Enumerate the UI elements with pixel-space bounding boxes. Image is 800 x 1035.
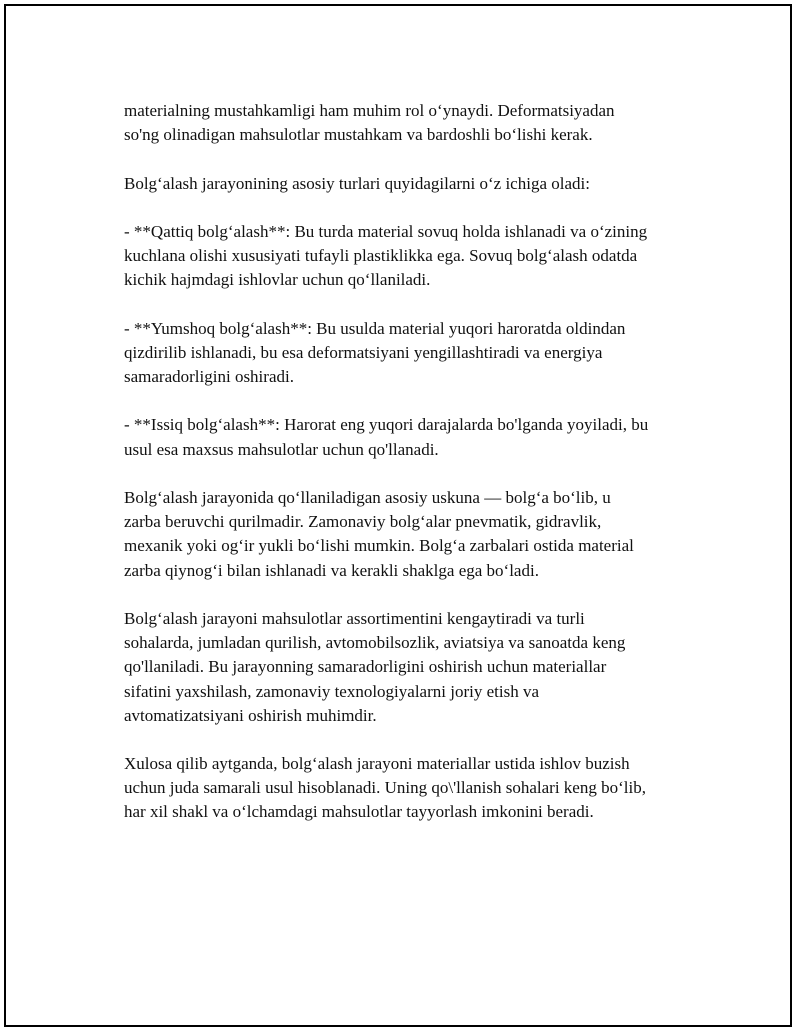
paragraph-7 xyxy=(124,607,704,728)
text-line: mexanik yoki og‘ir yukli bo‘lishi mumkin. Bolg‘a zarbalari ostida material xyxy=(124,536,634,556)
text-line: samaradorligini oshiradi. xyxy=(124,367,294,387)
text-line: har xil shakl va o‘lchamdagi mahsulotlar tayyorlash imkonini beradi. xyxy=(124,802,594,822)
paragraph-4 xyxy=(124,317,704,390)
paragraph-1 xyxy=(124,99,704,147)
text-line: avtomatizatsiyani oshirish muhimdir. xyxy=(124,705,377,725)
text-line: so'ng olinadigan mahsulotlar mustahkam va bardoshli bo‘lishi kerak. xyxy=(124,125,593,145)
paragraph-6 xyxy=(124,486,704,583)
text-line: - **Issiq bolg‘alash**: Harorat eng yuqori darajalarda bo'lganda yoyiladi, bu xyxy=(124,415,649,435)
text-line: Bolg‘alash jarayonida qo‘llaniladigan asosiy uskuna — bolg‘a bo‘lib, u xyxy=(124,488,611,507)
text-line: qo'llaniladi. Bu jarayonning samaradorligini oshirish uchun materiallar xyxy=(124,657,607,677)
text-line: Bolg‘alash jarayonining asosiy turlari quyidagilarni o‘z ichiga oladi: xyxy=(124,173,590,193)
text-line: uchun juda samarali usul hisoblanadi. Uning qo\'llanish sohalari keng bo‘lib, xyxy=(124,778,646,798)
text-line: usul esa maxsus mahsulotlar uchun qo'llanadi. xyxy=(124,439,439,459)
paragraph-8 xyxy=(124,752,704,825)
text-line: Xulosa qilib aytganda, bolg‘alash jarayoni materiallar ustida ishlov buzish xyxy=(124,754,630,774)
text-line: - **Yumshoq bolg‘alash**: Bu usulda material yuqori haroratda oldindan xyxy=(124,318,626,338)
page-frame xyxy=(4,4,792,1027)
text-line: materialning mustahkamligi ham muhim rol o‘ynaydi. Deformatsiyadan xyxy=(124,101,615,120)
document-body xyxy=(124,99,704,825)
text-line: kichik hajmdagi ishlovlar uchun qo‘llaniladi. xyxy=(124,270,431,290)
text-line: Bolg‘alash jarayoni mahsulotlar assortimentini kengaytiradi va turli xyxy=(124,608,585,628)
text-line: kuchlana olishi xususiyati tufayli plastiklikka ega. Sovuq bolg‘alash odatda xyxy=(124,246,638,266)
paragraph-5 xyxy=(124,413,704,461)
paragraph-3 xyxy=(124,220,704,293)
text-line: qizdirilib ishlanadi, bu esa deformatsiyani yengillashtiradi va energiya xyxy=(124,342,603,362)
paragraph-2 xyxy=(124,172,704,196)
text-line: sifatini yaxshilash, zamonaviy texnologiyalarni joriy etish va xyxy=(124,681,539,701)
text-line: sohalarda, jumladan qurilish, avtomobilsozlik, aviatsiya va sanoatda keng xyxy=(124,633,626,653)
text-line: zarba qiynog‘i bilan ishlanadi va kerakli shaklga ega bo‘ladi. xyxy=(124,560,539,580)
text-line: - **Qattiq bolg‘alash**: Bu turda material sovuq holda ishlanadi va o‘zining xyxy=(124,221,648,241)
text-line: zarba beruvchi qurilmadir. Zamonaviy bolg‘alar pnevmatik, gidravlik, xyxy=(124,512,602,532)
